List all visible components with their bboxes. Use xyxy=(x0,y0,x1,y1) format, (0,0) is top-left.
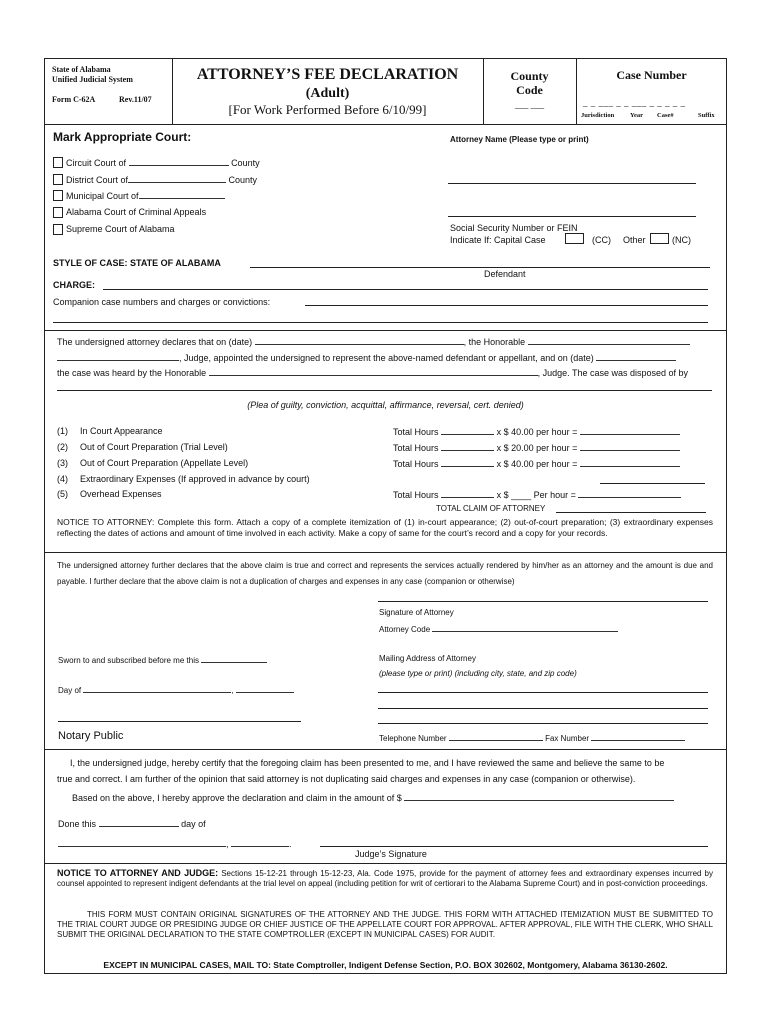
circuit-court-checkbox[interactable] xyxy=(53,157,63,168)
fee-3-num: (3) xyxy=(57,458,68,468)
municipal-court-row: Municipal Court of xyxy=(66,190,225,201)
defendant-label: Defendant xyxy=(484,269,526,279)
mailing-address-field-1[interactable] xyxy=(378,692,708,693)
done-month-field[interactable] xyxy=(58,838,226,847)
fee-4-label: Extraordinary Expenses (If approved in advance by court) xyxy=(80,474,310,484)
cc-label: (CC) xyxy=(592,235,611,245)
fee-1-num: (1) xyxy=(57,426,68,436)
sworn-day-of: Day of , xyxy=(58,684,294,695)
sworn-year-field[interactable] xyxy=(236,684,294,693)
fee-4-num: (4) xyxy=(57,474,68,484)
total-claim-field[interactable] xyxy=(556,512,706,513)
fee-5-total-field[interactable] xyxy=(578,489,681,498)
mailing-note: (please type or print) (including city, state, and zip code) xyxy=(379,669,577,678)
companion-label: Companion case numbers and charges or convictions: xyxy=(53,297,271,307)
further-declaration: The undersigned attorney further declares that the above claim is true and correct and represents the services actually rendered by him/her as an attorney and the amount is due and payable. I further declare that the above claim is not a duplication of charges and expenses in any case (companion or otherwise) xyxy=(57,561,713,586)
district-court-checkbox[interactable] xyxy=(53,174,63,185)
honorable-field[interactable] xyxy=(528,336,690,345)
judge-cert-line-1: I, the undersigned judge, hereby certify that the foregoing claim has been presented to me, and I have reviewed the same and believe the same to be xyxy=(70,758,665,768)
done-year-field[interactable] xyxy=(231,838,289,847)
fee-5-label: Overhead Expenses xyxy=(80,489,162,499)
attorney-code-label: Attorney Code xyxy=(379,623,618,634)
other-case-box[interactable] xyxy=(650,233,669,244)
case-field-jurisdiction: Jurisdiction xyxy=(581,112,615,119)
done-day-field[interactable] xyxy=(99,818,179,827)
judge-done-this: Done this day of xyxy=(58,819,206,829)
header-state: State of Alabama Unified Judicial System xyxy=(52,65,133,84)
companion-field-2[interactable] xyxy=(53,322,708,323)
court-heading: Mark Appropriate Court: xyxy=(53,130,192,144)
district-county-field[interactable] xyxy=(128,174,226,183)
supreme-court-checkbox[interactable] xyxy=(53,224,63,235)
case-field-year: Year xyxy=(630,112,643,119)
appointment-date-field[interactable] xyxy=(255,336,464,345)
mail-to-address: EXCEPT IN MUNICIPAL CASES, MAIL TO: State Comptroller, Indigent Defense Section, P.O. BOX 302602, Montgomery, Alabama 36130-2602. xyxy=(103,960,668,970)
disposition-field[interactable] xyxy=(57,390,712,391)
notary-label: Notary Public xyxy=(58,730,124,742)
case-number-field[interactable]: _ _ ___ _ _ ___ _ _ _ _ _ xyxy=(583,98,686,108)
county-code-label: County Code xyxy=(510,69,549,97)
notary-signature-field[interactable] xyxy=(58,721,301,722)
fee-5-num: (5) xyxy=(57,489,68,499)
judge-approve: Based on the above, I hereby approve the declaration and claim in the amount of $ xyxy=(72,792,674,803)
form-number: Form C-62A xyxy=(52,95,96,104)
capital-case-box[interactable] xyxy=(565,233,584,244)
must-contain-notice: THIS FORM MUST CONTAIN ORIGINAL SIGNATURES OF THE ATTORNEY AND THE JUDGE. THIS FORM WITH ATTACHED ITEMIZATION MUST BE SUBMITTED TO THE TRIAL COURT JUDGE OR PRESIDING JUDGE OR CHIEF JUSTICE OF THE APPELLATE COURT FOR APPROVAL. AFTER APPROVAL, FILE WITH THE CLERK, WHO SHALL SUBMIT THE ORIGINAL DECLARATION TO THE STATE COMPTROLLER (EXCEPT IN MUNICIPAL CASES) FOR AUDIT. xyxy=(57,910,713,939)
case-number-label: Case Number xyxy=(616,68,687,82)
sworn-label: Sworn to and subscribed before me this xyxy=(58,654,267,665)
supreme-court-label: Supreme Court of Alabama xyxy=(66,224,175,234)
ssn-label: Social Security Number or FEIN xyxy=(450,223,578,233)
attorney-name-label: Attorney Name (Please type or print) xyxy=(450,135,589,144)
plea-note: (Plea of guilty, conviction, acquittal, affirmance, reversal, cert. denied) xyxy=(247,400,524,410)
decl-line-2: , Judge, appointed the undersigned to represent the above-named defendant or appellant, and on (date) xyxy=(57,352,676,363)
judge-date-line: , . xyxy=(58,838,292,849)
form-subtitle-date: [For Work Performed Before 6/10/99] xyxy=(228,102,427,117)
capital-case-label: Indicate If: Capital Case xyxy=(450,235,546,245)
criminal-appeals-checkbox[interactable] xyxy=(53,207,63,218)
hearing-date-field[interactable] xyxy=(596,352,676,361)
form-title: ATTORNEY’S FEE DECLARATION xyxy=(196,66,459,83)
fee-2-num: (2) xyxy=(57,442,68,452)
criminal-appeals-label: Alabama Court of Criminal Appeals xyxy=(66,207,207,217)
fee-1-total-field[interactable] xyxy=(580,426,680,435)
notice-attorney-judge: NOTICE TO ATTORNEY AND JUDGE: Sections 15-12-21 through 15-12-23, Ala. Code 1975, provide for the payment of attorney fees and extraordinary expenses incurred by counsel appointed to represent indigent defendants at the trial level on appeal (including petition for writ of certiorari to the Alabama Supreme Court) and in post-conviction proceedings. xyxy=(57,868,713,888)
judge-signature-label: Judge’s Signature xyxy=(355,849,427,859)
municipal-court-checkbox[interactable] xyxy=(53,190,63,201)
fee-1-hours-field[interactable] xyxy=(441,426,494,435)
fee-3-label: Out of Court Preparation (Appellate Level) xyxy=(80,458,249,468)
mailing-address-field-3[interactable] xyxy=(378,723,708,724)
charge-field[interactable] xyxy=(103,289,708,290)
mailing-address-field-2[interactable] xyxy=(378,708,708,709)
case-field-suffix: Suffix xyxy=(698,112,715,119)
fee-5-hours-field[interactable] xyxy=(441,489,494,498)
notice-to-attorney: NOTICE TO ATTORNEY: Complete this form. Attach a copy of a complete itemization of (1) in-court appearance; (2) out-of-court preparation; (3) extraordinary expenses reflecting the dates of actions and amount of time involved in each activity. Make a copy of same for the court’s record and a copy for your records. xyxy=(57,517,713,538)
attorney-code-field[interactable] xyxy=(432,623,618,632)
circuit-county-field[interactable] xyxy=(129,157,229,166)
judge-cert-line-2: true and correct. I am further of the opinion that said attorney is not duplicating said charges and expenses in any case (companion or otherwise). xyxy=(57,774,636,784)
county-code-field[interactable]: ___ ___ xyxy=(514,100,545,110)
fax-field[interactable] xyxy=(591,732,685,741)
decl-line-3: the case was heard by the Honorable , Judge. The case was disposed of by xyxy=(57,368,689,378)
fee-3-total-field[interactable] xyxy=(580,458,680,467)
attorney-signature-field[interactable] xyxy=(378,601,708,602)
nc-label: (NC) xyxy=(672,235,691,245)
phone-label: Telephone Number Fax Number xyxy=(379,732,685,743)
circuit-court-row: Circuit Court of County xyxy=(66,158,260,168)
fee-4-total-field[interactable] xyxy=(600,483,705,484)
attorney-signature-label: Signature of Attorney xyxy=(379,608,454,617)
fee-2-hours: Total Hours x $ 20.00 per hour = xyxy=(393,442,680,453)
companion-field[interactable] xyxy=(305,305,708,306)
heard-by-field[interactable] xyxy=(209,367,538,376)
fee-1-label: In Court Appearance xyxy=(80,426,163,436)
approved-amount-field[interactable] xyxy=(404,792,674,801)
fee-2-hours-field[interactable] xyxy=(441,442,494,451)
fee-2-total-field[interactable] xyxy=(580,442,680,451)
mailing-label: Mailing Address of Attorney xyxy=(379,654,476,663)
style-of-case-label: STYLE OF CASE: STATE OF ALABAMA xyxy=(53,258,221,268)
charge-label: CHARGE: xyxy=(53,280,95,290)
style-of-case-field[interactable] xyxy=(250,267,710,268)
fee-1-hours: Total Hours x $ 40.00 per hour = xyxy=(393,426,680,437)
fee-3-hours: Total Hours x $ 40.00 per hour = xyxy=(393,458,680,469)
case-field-case: Case# xyxy=(657,112,674,119)
fee-2-label: Out of Court Preparation (Trial Level) xyxy=(80,442,228,452)
decl-line-1: The undersigned attorney declares that on (date) , the Honorable xyxy=(57,336,690,347)
attorney-name-field-2[interactable] xyxy=(448,216,696,217)
form-subtitle: (Adult) xyxy=(305,86,350,101)
fee-3-hours-field[interactable] xyxy=(441,458,494,467)
total-claim-label: TOTAL CLAIM OF ATTORNEY xyxy=(436,504,546,513)
other-label: Other xyxy=(623,235,646,245)
phone-field[interactable] xyxy=(449,732,543,741)
fee-5-hours: Total Hours x $ ____ Per hour = xyxy=(393,489,681,500)
attorney-name-field[interactable] xyxy=(448,183,696,184)
form-rev: Rev.11/07 xyxy=(119,95,152,104)
judge-signature-field[interactable] xyxy=(320,846,708,847)
judge-name-field[interactable] xyxy=(57,352,179,361)
district-court-row: District Court of County xyxy=(66,175,258,185)
sworn-date-field[interactable] xyxy=(201,654,267,663)
municipal-court-field[interactable] xyxy=(139,190,225,199)
sworn-month-field[interactable] xyxy=(83,684,231,693)
